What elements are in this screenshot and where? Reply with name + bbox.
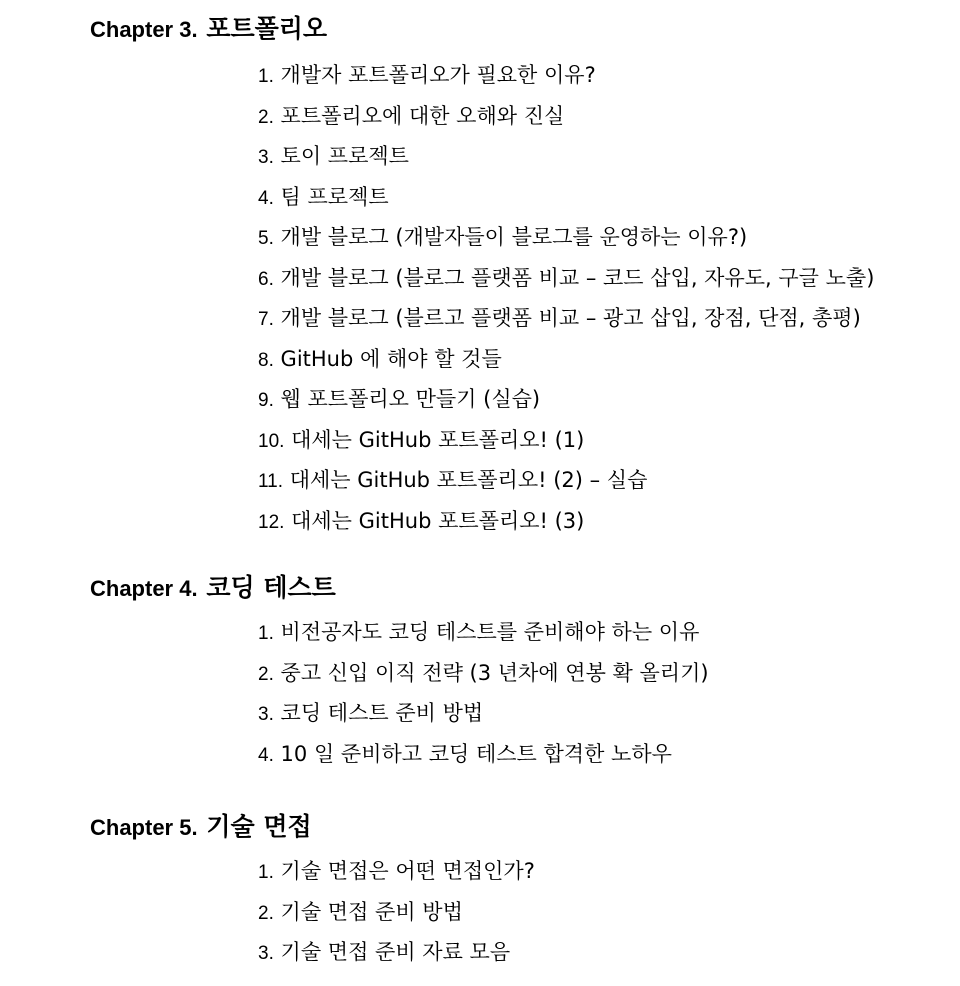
chapter-3-item-8 xyxy=(258,339,950,380)
chapter-5-item-1 xyxy=(258,851,950,892)
item-text: 코딩 테스트 준비 방법 xyxy=(280,701,484,725)
item-number: 3. xyxy=(258,704,274,725)
chapter-4-item-2 xyxy=(258,653,950,694)
item-number: 4. xyxy=(258,187,274,209)
chapter-3-item-4 xyxy=(258,177,950,218)
item-text: 개발자 포트폴리오가 필요한 이유? xyxy=(280,63,596,87)
item-text: 웹 포트폴리오 만들기 (실습) xyxy=(280,387,541,411)
chapter-3-item-11 xyxy=(258,460,950,501)
item-number: 6. xyxy=(258,268,274,290)
item-text: 대세는 GitHub 포트폴리오! (3) xyxy=(291,508,585,533)
item-text: 대세는 GitHub 포트폴리오! (2) – 실습 xyxy=(289,468,648,492)
item-text: 기술 면접 준비 자료 모음 xyxy=(280,940,511,964)
chapter-4-title: 코딩 테스트 xyxy=(206,573,336,602)
item-number: 3. xyxy=(258,147,274,168)
chapter-4-item-4 xyxy=(258,734,950,775)
item-text: 개발 블로그 (블르고 플랫폼 비교 – 광고 삽입, 장점, 단점, 총평) xyxy=(280,306,861,330)
chapter-3-item-2 xyxy=(258,96,950,137)
item-text: 기술 면접 준비 방법 xyxy=(280,899,463,924)
chapter-4-heading xyxy=(90,571,950,605)
chapter-5-item-list xyxy=(90,851,950,973)
item-text: 대세는 GitHub 포트폴리오! (1) xyxy=(291,427,585,452)
chapter-5-title: 기술 면접 xyxy=(206,812,312,841)
item-number: 8. xyxy=(258,349,274,371)
chapter-3-item-9 xyxy=(258,379,950,420)
chapter-5-item-3 xyxy=(258,932,950,973)
item-number: 7. xyxy=(258,309,274,330)
chapter-3-item-list xyxy=(90,55,950,541)
chapter-5-section xyxy=(90,810,950,973)
chapter-3-section xyxy=(90,12,950,541)
item-number: 4. xyxy=(258,744,274,766)
item-number: 9. xyxy=(258,390,274,411)
item-number: 10. xyxy=(258,430,285,452)
item-number: 2. xyxy=(258,106,274,128)
chapter-4-item-list xyxy=(90,612,950,774)
item-text: 팀 프로젝트 xyxy=(280,184,389,209)
chapter-3-item-5 xyxy=(258,217,950,258)
item-text: GitHub 에 해야 할 것들 xyxy=(280,346,502,371)
item-text: 개발 블로그 (블로그 플랫폼 비교 – 코드 삽입, 자유도, 구글 노출) xyxy=(280,265,875,290)
item-text: 10 일 준비하고 코딩 테스트 합격한 노하우 xyxy=(280,741,672,766)
chapter-4-item-1 xyxy=(258,612,950,653)
item-number: 2. xyxy=(258,663,274,685)
chapter-5-item-2 xyxy=(258,892,950,933)
item-number: 5. xyxy=(258,228,274,249)
chapter-3-prefix: Chapter 3. xyxy=(90,17,198,42)
item-number: 3. xyxy=(258,943,274,964)
item-number: 1. xyxy=(258,66,274,87)
chapter-3-title: 포트폴리오 xyxy=(206,14,328,43)
chapter-5-prefix: Chapter 5. xyxy=(90,815,198,840)
chapter-3-item-12 xyxy=(258,501,950,542)
item-text: 토이 프로젝트 xyxy=(280,144,409,168)
item-number: 1. xyxy=(258,623,274,644)
item-number: 2. xyxy=(258,902,274,924)
item-number: 1. xyxy=(258,862,274,883)
item-text: 중고 신입 이직 전략 (3 년차에 연봉 확 올리기) xyxy=(280,660,709,685)
chapter-4-prefix: Chapter 4. xyxy=(90,576,198,601)
chapter-4-item-3 xyxy=(258,693,950,734)
item-number: 11. xyxy=(258,471,284,492)
item-text: 개발 블로그 (개발자들이 블로그를 운영하는 이유?) xyxy=(280,225,748,249)
item-number: 12. xyxy=(258,511,285,533)
item-text: 기술 면접은 어떤 면접인가? xyxy=(280,859,535,883)
chapter-4-section xyxy=(90,571,950,774)
chapter-3-item-7 xyxy=(258,298,950,339)
chapter-3-item-6 xyxy=(258,258,950,299)
chapter-3-item-10 xyxy=(258,420,950,461)
chapter-3-item-3 xyxy=(258,136,950,177)
item-text: 비전공자도 코딩 테스트를 준비해야 하는 이유 xyxy=(280,620,700,644)
chapter-3-item-1 xyxy=(258,55,950,96)
chapter-5-heading xyxy=(90,810,950,844)
item-text: 포트폴리오에 대한 오해와 진실 xyxy=(280,103,565,128)
chapter-3-heading xyxy=(90,12,950,46)
